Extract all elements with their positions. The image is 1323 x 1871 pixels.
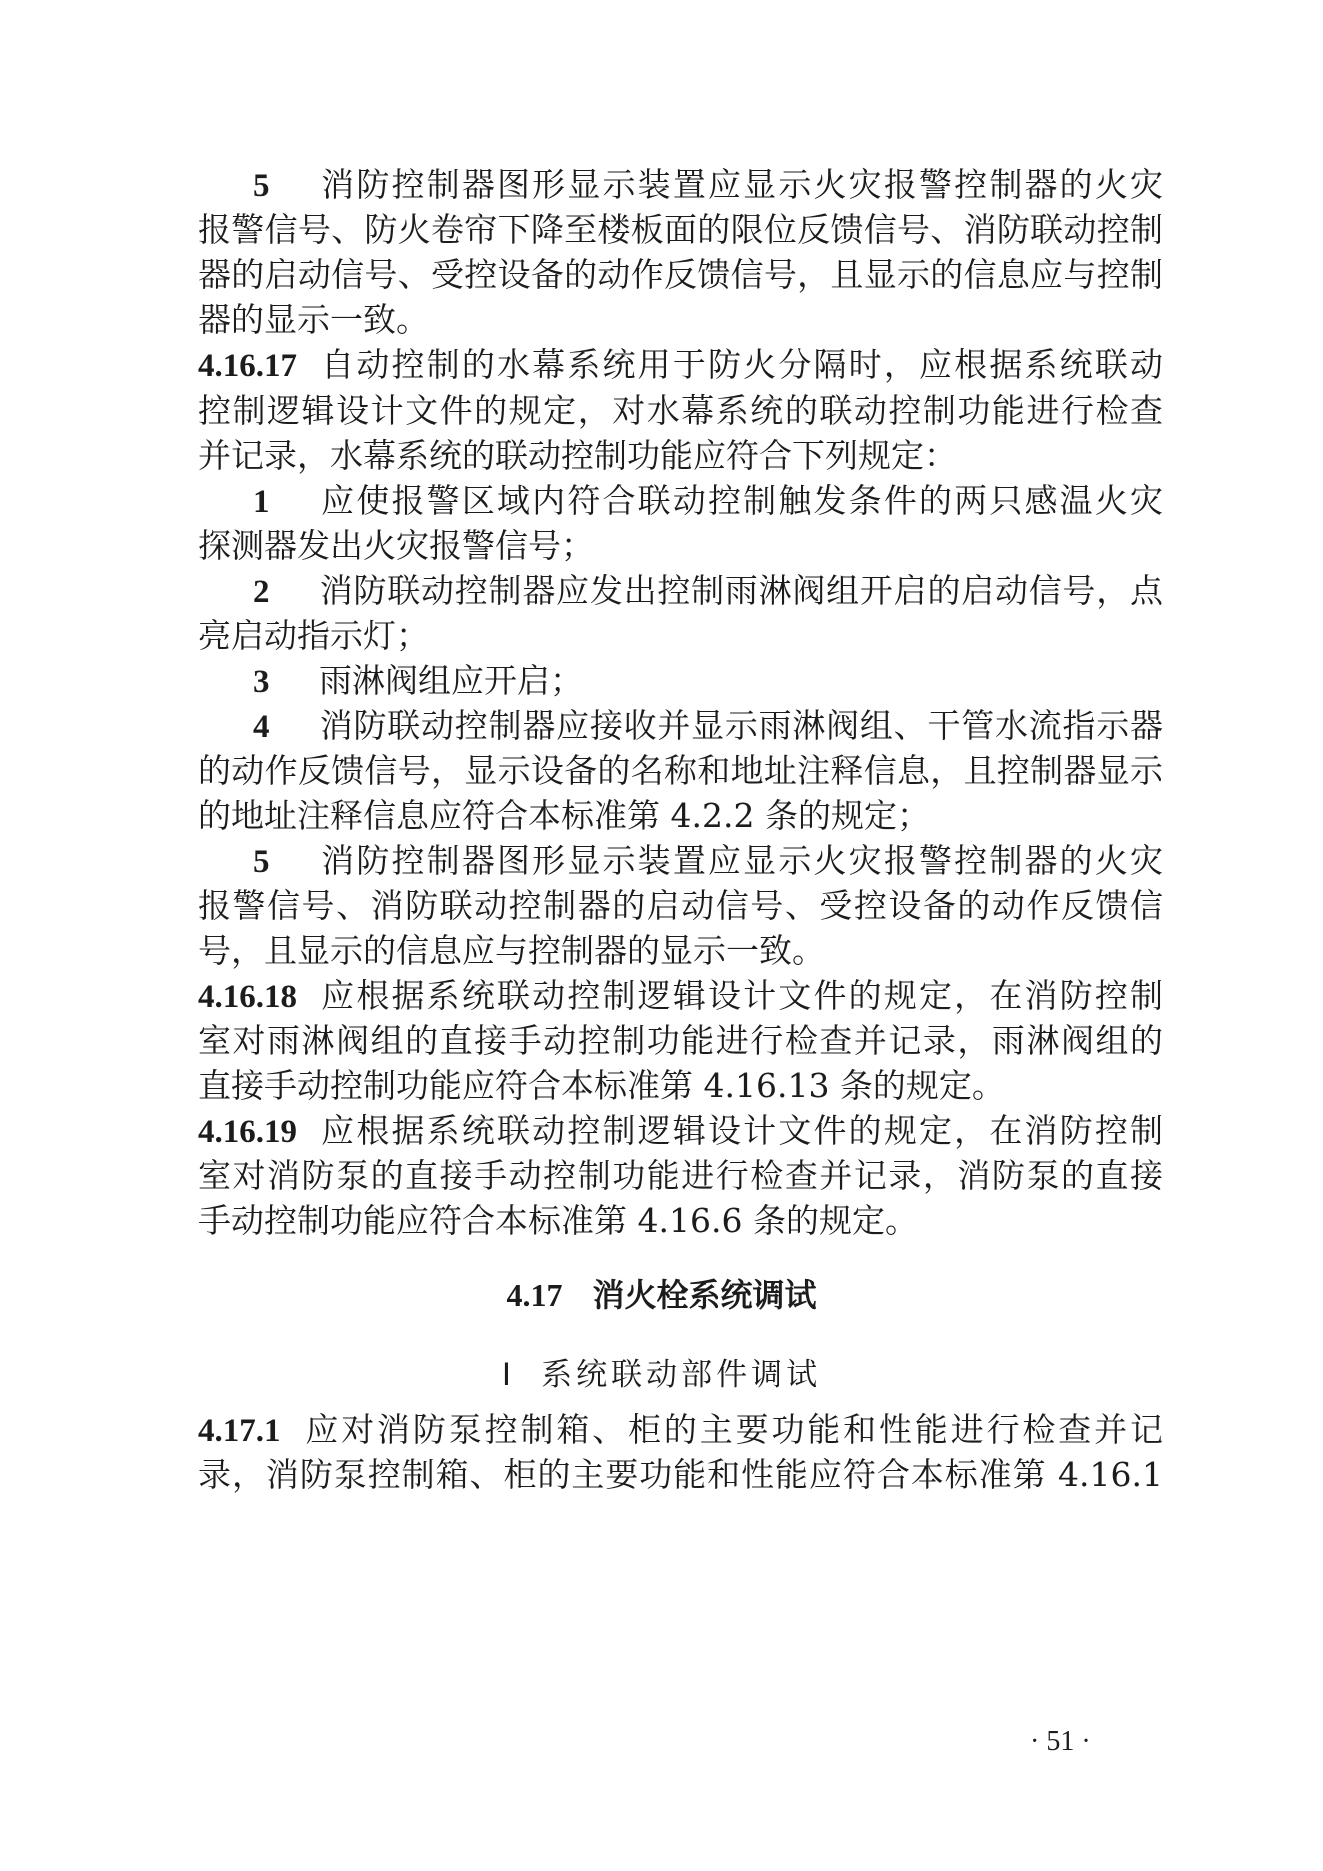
text-line: 的动作反馈信号，显示设备的名称和地址注释信息，且控制器显示 [198, 751, 1163, 790]
text-line: 1 应使报警区域内符合联动控制触发条件的两只感温火灾 [198, 476, 1163, 526]
text-line: 的地址注释信息应符合本标准第 4.2.2 条的规定； [198, 796, 930, 835]
item-number: 3 [253, 664, 270, 700]
text-line: 探测器发出火灾报警信号； [198, 526, 594, 565]
item-number: 1 [253, 484, 270, 520]
text-line: 器的启动信号、受控设备的动作反馈信号，且显示的信息应与控制 [198, 255, 1163, 294]
clause-number: 4.16.19 [198, 1114, 297, 1150]
item-number: 4 [253, 709, 270, 745]
clause-line: 4.16.17 自动控制的水幕系统用于防火分隔时，应根据系统联动 [198, 340, 1163, 390]
item-number: 5 [253, 168, 270, 204]
section-number: 4.17 [506, 1277, 563, 1313]
clause-number: 4.16.17 [198, 348, 297, 384]
text-line: 器的显示一致。 [198, 300, 429, 339]
text-line: 3 雨淋阀组应开启； [198, 656, 1163, 706]
text-line: 并记录，水幕系统的联动控制功能应符合下列规定： [198, 436, 957, 475]
clause-line: 4.16.19 应根据系统联动控制逻辑设计文件的规定，在消防控制 [198, 1106, 1163, 1156]
text-line: 2 消防联动控制器应发出控制雨淋阀组开启的启动信号，点 [198, 566, 1163, 616]
text-line: 号，且显示的信息应与控制器的显示一致。 [198, 931, 825, 970]
section-title: 消火栓系统调试 [592, 1276, 817, 1314]
text-line: 室对雨淋阀组的直接手动控制功能进行检查并记录，雨淋阀组的 [198, 1021, 1163, 1060]
text-line: 室对消防泵的直接手动控制功能进行检查并记录，消防泵的直接 [198, 1156, 1163, 1195]
subsection-numeral: Ⅰ [501, 1357, 516, 1392]
text-line: 录，消防泵控制箱、柜的主要功能和性能应符合本标准第 4.16.1 [198, 1455, 1163, 1494]
text-line: 5 消防控制器图形显示装置应显示火灾报警控制器的火灾 [198, 836, 1163, 886]
clause-line: 4.16.18 应根据系统联动控制逻辑设计文件的规定，在消防控制 [198, 971, 1163, 1021]
subsection-heading [0, 1350, 1323, 1400]
item-number: 5 [253, 844, 270, 880]
section-heading [0, 1270, 1323, 1320]
text-line: 手动控制功能应符合本标准第 4.16.6 条的规定。 [198, 1201, 918, 1240]
clause-line: 4.17.1 应对消防泵控制箱、柜的主要功能和性能进行检查并记 [198, 1405, 1163, 1455]
text-line: 直接手动控制功能应符合本标准第 4.16.13 条的规定。 [198, 1066, 1005, 1105]
text-line: 5 消防控制器图形显示装置应显示火灾报警控制器的火灾 [198, 160, 1163, 210]
clause-number: 4.16.18 [198, 979, 297, 1015]
text-line: 4 消防联动控制器应接收并显示雨淋阀组、干管水流指示器 [198, 701, 1163, 751]
text-line: 报警信号、消防联动控制器的启动信号、受控设备的动作反馈信 [198, 886, 1163, 925]
text-line: 控制逻辑设计文件的规定，对水幕系统的联动控制功能进行检查 [198, 391, 1163, 430]
clause-number: 4.17.1 [198, 1413, 281, 1449]
text-line: 亮启动指示灯； [198, 616, 429, 655]
item-number: 2 [253, 574, 270, 610]
subsection-title: 系统联动部件调试 [541, 1357, 822, 1393]
text-line: 报警信号、防火卷帘下降至楼板面的限位反馈信号、消防联动控制 [198, 210, 1163, 249]
page-number: · 51 · [1030, 1726, 1091, 1757]
